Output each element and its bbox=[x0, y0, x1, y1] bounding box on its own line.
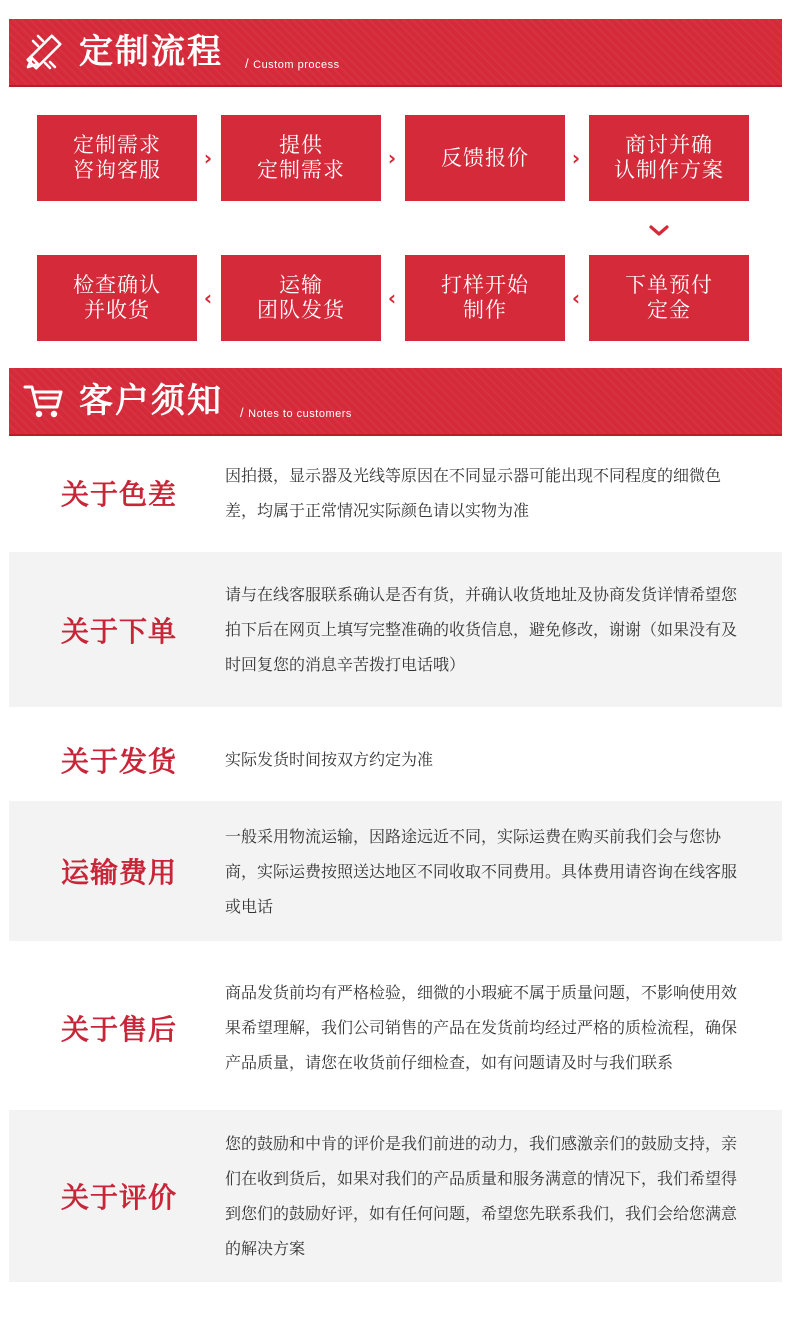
notes-row-text: 实际发货时间按双方约定为准 bbox=[225, 750, 434, 769]
notes-row-text: 一般采用物流运输，因路途远近不同，实际运费在购买前我们会与您协商，实际运费按照送达地区不同收取不同费用。具体费用请咨询在线客服或电话 bbox=[225, 826, 738, 916]
process-step-6: 打样开始 制作 bbox=[405, 255, 565, 341]
notes-row bbox=[9, 552, 782, 707]
notes-row-title: 关于色差 bbox=[61, 477, 178, 511]
notes-row-title: 关于发货 bbox=[61, 744, 178, 778]
process-step-5: 下单预付 定金 bbox=[589, 255, 749, 341]
customer-notes-banner bbox=[9, 368, 782, 434]
section-subtitle: / Custom process bbox=[245, 56, 340, 71]
pencil-ruler-icon bbox=[23, 32, 65, 72]
notes-row bbox=[9, 1110, 782, 1282]
notes-row bbox=[9, 722, 782, 797]
notes-row-title: 关于下单 bbox=[61, 614, 178, 648]
arrow-right-icon: › bbox=[203, 146, 213, 170]
notes-row bbox=[9, 445, 782, 540]
notes-row bbox=[9, 950, 782, 1105]
process-step-1: 定制需求 咨询客服 bbox=[37, 115, 197, 201]
arrow-right-icon: › bbox=[571, 146, 581, 170]
notes-row bbox=[9, 801, 782, 941]
process-step-4: 商讨并确 认制作方案 bbox=[589, 115, 749, 201]
section-title: 定制流程 bbox=[79, 32, 223, 72]
process-step-8: 检查确认 并收货 bbox=[37, 255, 197, 341]
notes-row-text: 商品发货前均有严格检验，细微的小瑕疵不属于质量问题，不影响使用效果希望理解，我们公司销售的产品在发货前均经过严格的质检流程，确保产品质量，请您在收货前仔细检查，如有问题请及时与我们联系 bbox=[225, 983, 738, 1072]
arrow-right-icon: › bbox=[387, 146, 397, 170]
section-title: 客户须知 bbox=[79, 381, 223, 421]
arrow-left-icon: ‹ bbox=[387, 286, 397, 310]
notes-row-title: 运输费用 bbox=[61, 856, 178, 889]
process-step-3: 反馈报价 bbox=[405, 115, 565, 201]
arrow-left-icon: ‹ bbox=[571, 286, 581, 310]
shopping-cart-icon bbox=[23, 381, 65, 421]
custom-process-banner bbox=[9, 19, 782, 85]
notes-row-text: 请与在线客服联系确认是否有货，并确认收货地址及协商发货详情希望您拍下后在网页上填写完整准确的收货信息，避免修改，谢谢（如果没有及时回复您的消息辛苦拨打电话哦） bbox=[225, 585, 738, 674]
arrow-left-icon: ‹ bbox=[203, 286, 213, 310]
notes-row-text: 您的鼓励和中肯的评价是我们前进的动力，我们感激亲们的鼓励支持，亲们在收到货后，如果对我们的产品质量和服务满意的情况下，我们希望得到您们的鼓励好评，如有任何问题，希望您先联系我们，我们会给您满意的解决方案 bbox=[225, 1134, 738, 1258]
notes-row-text: 因拍摄，显示器及光线等原因在不同显示器可能出现不同程度的细微色差，均属于正常情况实际颜色请以实物为准 bbox=[225, 465, 722, 520]
notes-row-title: 关于售后 bbox=[61, 1012, 178, 1046]
notes-row-title: 关于评价 bbox=[61, 1181, 178, 1214]
chevron-down-icon bbox=[649, 222, 669, 241]
process-step-7: 运输 团队发货 bbox=[221, 255, 381, 341]
section-subtitle: / Notes to customers bbox=[240, 405, 352, 420]
process-step-2: 提供 定制需求 bbox=[221, 115, 381, 201]
